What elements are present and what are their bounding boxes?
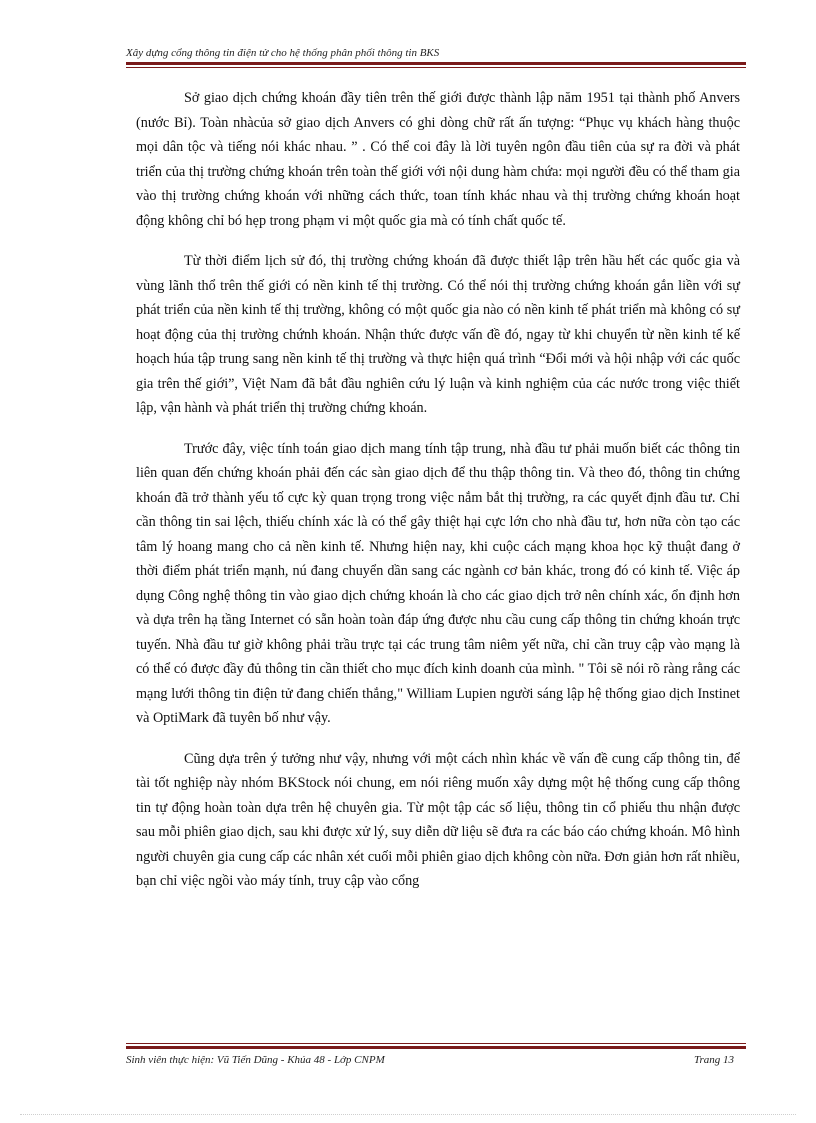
running-header: Xây dựng cổng thông tin điện tử cho hệ thống phân phối thông tin BKS <box>126 47 440 59</box>
footer-author: Sinh viên thực hiện: Vũ Tiến Dũng - Khúa 48 - Lớp CNPM <box>126 1054 385 1066</box>
paragraph-3: Trước đây, việc tính toán giao dịch mang tính tập trung, nhà đầu tư phải muốn biết các thông tin liên quan đến chứng khoán phải đến các sàn giao dịch để thu thập thông tin. Và theo đó, thông tin chứng khoán đã trở thành yếu tố cực kỳ quan trọng trong việc nắm bắt thị trường, ra các quyết định đầu tư. Chỉ cần thông tin sai lệch, thiếu chính xác là có thể gây thiệt hại cực lớn cho nhà đầu tư, hơn nữa còn tạo các tâm lý hoang mang cho cả nền kinh tế. Nhưng hiện nay, khi cuộc cách mạng khoa học kỹ thuật đang ở thời điểm phát triển mạnh, nú đang chuyển dần sang các ngành cơ bản khác, trong đó có kinh tế. Việc áp dụng Công nghệ thông tin vào giao dịch chứng khoán là cho các giao dịch trở nên chính xác, ổn định hơn và dựa trên hạ tầng Internet có sẵn hoàn toàn đáp ứng được nhu cầu cung cấp thông tin chứng khoán trực tuyến. Nhà đầu tư giờ không phải trầu trực tại các trung tâm niêm yết nữa, chỉ cần truy cập vào mạng là có thể có được đầy đủ thông tin cần thiết cho mục đích kinh doanh của mình. " Tôi sẽ nói rõ ràng rằng các mạng lưới thông tin điện tử đang chiến thắng," William Lupien người sáng lập hệ thống giao dịch Instinet và OptiMark đã tuyên bố như vậy. <box>136 440 740 726</box>
page-number: Trang 13 <box>694 1054 735 1066</box>
body-text <box>136 86 740 910</box>
paragraph-2: Từ thời điểm lịch sử đó, thị trường chứng khoán đã được thiết lập trên hầu hết các quốc gia và vùng lãnh thổ trên thế giới có nền kinh tế thị trường. Có thể nói thị trường chứng khoán gắn liền với sự phát triển của nền kinh tế thị trường, không có một quốc gia nào có nền kinh tế phát triển mà không có sự hoạt động của thị trường chứnh khoán. Nhận thức được vấn đề đó, ngay từ khi chuyển từ nền kinh tế kế hoạch húa tập trung sang nền kinh tế thị trường và thực hiện quá trình “Đổi mới và hội nhập với các quốc gia trên thế giới”, Việt Nam đã bắt đầu nghiên cứu lý luận và kinh nghiệm của các nước trong việc thiết lập, vận hành và phát triển thị trường chứng khoán. <box>136 253 740 416</box>
footer-rule-thick <box>126 1046 746 1049</box>
paragraph-4: Cũng dựa trên ý tưởng như vậy, nhưng với một cách nhìn khác về vấn đề cung cấp thông tin, để tài tốt nghiệp này nhóm BKStock nói chung, em nói riêng muốn xây dựng một hệ thống cung cấp thông tin tự động hoàn toàn dựa trên hệ chuyên gia. Từ một tập các số liệu, thông tin cổ phiếu thu nhận được sau mỗi phiên giao dịch, sau khi được xử lý, suy diễn dữ liệu sẽ đưa ra các báo cáo chứng khoán. Mô hình người chuyên gia cung cấp các nhân xét cuối mỗi phiên giao dịch không còn nữa. Đơn giản hơn rất nhiều, bạn chỉ việc ngồi vào máy tính, truy cập vào cổng <box>136 750 740 889</box>
header-rule-thin <box>126 67 746 68</box>
paragraph-1: Sở giao dịch chứng khoán đầy tiên trên thế giới được thành lập năm 1951 tại thành phố Anvers (nước Bỉ). Toàn nhàcủa sở giao dịch Anvers có ghi dòng chữ rất ấn tượng: “Phục vụ khách hàng thuộc mọi dân tộc và tiếng nói khác nhau. ” . Có thể coi đây là lời tuyên ngôn đầu tiên của sự ra đời và phát triển của thị trường chứng khoán trên toàn thế giới với nội dung hàm chứa: mọi người đều có thể tham gia vào thị trường chứng khoán với những cách thức, toan tính khác nhau và thị trường chứng khoán hoạt động không chỉ bó hẹp trong phạm vi một quốc gia mà có tính chất quốc tế. <box>136 90 740 229</box>
header-rule-thick <box>126 62 746 65</box>
footer-rule-thin <box>126 1043 746 1044</box>
page-edge-divider <box>20 1114 796 1115</box>
